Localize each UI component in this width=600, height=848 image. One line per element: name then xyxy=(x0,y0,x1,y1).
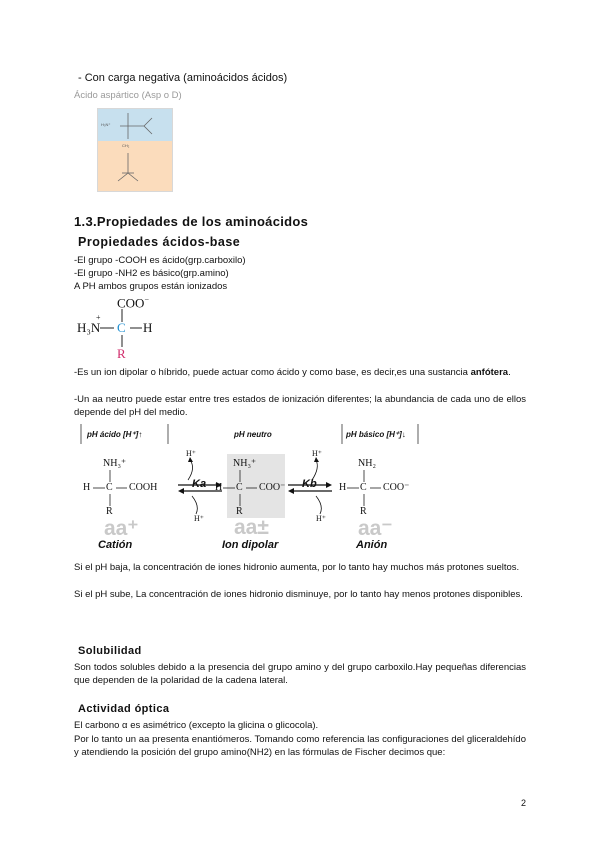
ph-acid-label: pH ácido [H⁺]↑ xyxy=(87,430,143,439)
coo-charge: − xyxy=(144,295,149,304)
zwitterion-structure xyxy=(70,292,180,364)
subsection-title: Propiedades ácidos-base xyxy=(78,235,241,249)
n-charge: + xyxy=(96,313,101,322)
anion-h: H xyxy=(339,482,347,493)
anion-coo: COO⁻ xyxy=(383,482,410,493)
solubilidad-title: Solubilidad xyxy=(78,645,142,657)
coo-label: COO xyxy=(117,295,145,311)
anion-nh2: NH₂ xyxy=(358,458,376,469)
neutral-h: H xyxy=(215,482,223,493)
para1-end: . xyxy=(508,367,511,378)
cation-cooh: COOH xyxy=(129,482,158,493)
page-number: 2 xyxy=(521,798,527,808)
image-caption: Ácido aspártico (Asp o D) xyxy=(74,90,182,101)
ph-neutral-label: pH neutro xyxy=(234,430,272,439)
neutral-r: R xyxy=(236,506,243,517)
anion-label: Anión xyxy=(356,539,388,551)
hplus-kb-bottom: H⁺ xyxy=(316,514,326,523)
ka-label: Ka xyxy=(192,478,207,490)
bullet-negative-charge: - Con carga negativa (aminoácidos ácidos) xyxy=(78,72,288,84)
anion-c: C xyxy=(360,482,367,493)
anion-r: R xyxy=(360,506,367,517)
ph-basic-label: pH básico [H⁺]↓ xyxy=(346,430,406,439)
ch2-label: CH₂ xyxy=(122,143,130,148)
cation-c: C xyxy=(106,482,113,493)
hplus-ka-top: H⁺ xyxy=(186,449,196,458)
line-ionized: A PH ambos grupos están ionizados xyxy=(74,281,228,292)
neutral-c: C xyxy=(236,482,243,493)
alpha-carbon: C xyxy=(117,320,126,335)
neutral-label: Ion dipolar xyxy=(222,539,279,551)
cation-label: Catión xyxy=(98,539,133,551)
hplus-ka-bottom: H⁺ xyxy=(194,514,204,523)
neutral-coo: COO⁻ xyxy=(259,482,286,493)
para-ph-high: Si el pH sube, La concentración de iones hidronio disminuye, por lo tanto hay menos protones disponibles. xyxy=(74,589,523,600)
line-nh2: -El grupo -NH2 es básico(grp.amino) xyxy=(74,268,229,279)
cation-r: R xyxy=(106,506,113,517)
h-label: H xyxy=(143,320,153,335)
section-title: 1.3.Propiedades de los aminoácidos xyxy=(74,214,309,229)
h3n-label: H₃N xyxy=(77,320,101,335)
hplus-kb-top: H⁺ xyxy=(312,449,322,458)
para1-text: -Es un ion dipolar o híbrido, puede actuar como ácido y como base, es decir,es una sustancia xyxy=(74,367,471,378)
line-cooh: -El grupo -COOH es ácido(grp.carboxilo) xyxy=(74,255,246,266)
actividad-line1: El carbono α es asimétrico (excepto la glicina o glicocola). xyxy=(74,720,319,731)
cation-h: H xyxy=(83,482,91,493)
anion-bubble: aa⁻ xyxy=(358,517,393,540)
aspartic-acid-image xyxy=(97,108,173,192)
neutral-bubble: aa± xyxy=(234,516,269,539)
para-ionization-states: -Un aa neutro puede estar entre tres estados de ionización diferentes; la abundancia de cada uno de ellos depende del pH del medio. xyxy=(74,394,526,418)
cation-bubble: aa⁺ xyxy=(104,517,139,540)
actividad-text: Por lo tanto un aa presenta enantiómeros. Tomando como referencia las configuraciones del gliceraldehído y atendiendo la posición del grupo amino(NH2) en las fórmulas de Fischer decimos que: xyxy=(74,734,526,758)
actividad-title: Actividad óptica xyxy=(78,703,170,715)
para1-bold: anfótera xyxy=(470,367,509,378)
kb-label: Kb xyxy=(302,478,317,490)
cation-nh3: NH₃⁺ xyxy=(103,458,127,469)
r-group: R xyxy=(117,346,126,361)
nh3-label: H₃N⁺ xyxy=(101,122,111,127)
ionization-diagram xyxy=(76,424,436,556)
para-ampholyte xyxy=(74,366,526,379)
para-ph-low: Si el pH baja, la concentración de iones hidronio aumenta, por lo tanto hay muchos más protones sueltos. xyxy=(74,562,520,573)
neutral-nh3: NH₃⁺ xyxy=(233,458,257,469)
solubilidad-text: Son todos solubles debido a la presencia del grupo amino y del grupo carboxilo.Hay pequeñas diferencias que dependen de la polaridad de la cadena lateral. xyxy=(74,662,526,686)
